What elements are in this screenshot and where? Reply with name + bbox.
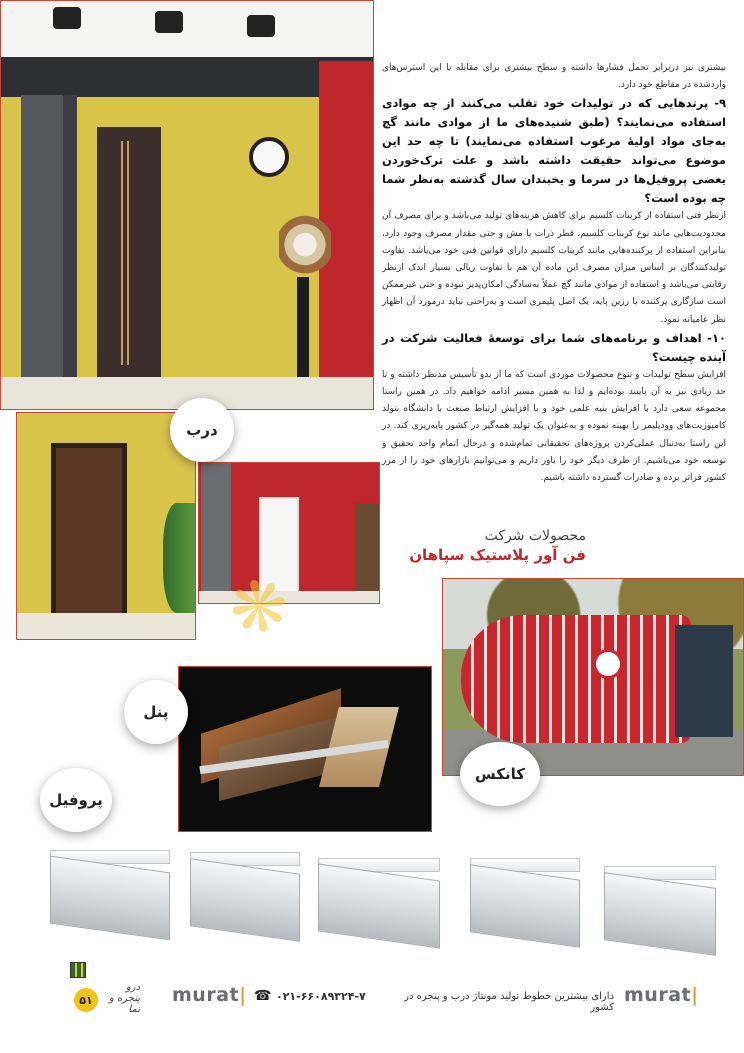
plant	[163, 503, 196, 613]
profile-body	[604, 872, 716, 956]
page-footer	[0, 980, 744, 1020]
door-label: درب	[170, 398, 234, 462]
watermark-glyph: ❋	[221, 561, 297, 654]
kiosk-label: کانکس	[460, 742, 540, 806]
article-body	[382, 60, 726, 487]
kiosk-emblem	[593, 649, 623, 679]
profile-sample-1	[50, 850, 170, 932]
magazine-icon-wrap	[70, 962, 86, 978]
wooden-door-photo	[16, 412, 196, 640]
profile-body	[470, 864, 580, 947]
answer-9: ازنظر فنی استفاده از کربنات کلسیم برای کاهش هزینه‌های تولید می‌باشد و برای مصرف آن محدودیت‌هایی مانند نوع کربنات کلسیم، قطر ذرات یا مش و حتی مقدار مصرف وجود دارد، بنابراین استفاده از پرکننده‌هایی مانند کربنات کلسیم دارای قوانین فنی خود می‌باشد. تفاوت تولیدکنندگان بر اساس میزان مصرف این ماده آن هم با تفاوت ریالی بسیار اندک ازنظر رقابتی می‌باشد و استفاده از موادی مانند گچ عملاً به‌سادگی امکان‌پذیر نبوده و حتی غیرممکن است سازگاری پرکننده با رزین پایه، یک اصل پلیمری است و به‌راحتی نباید درمورد آن اظهار نظر عامیانه نمود.	[382, 211, 726, 325]
intro-paragraph: بیشتری نیز دربرابر تحمل فشارها داشته و سطح بیشتری برای مقابله با این استرس‌های واردشده در مقاطع خود دارد.	[382, 63, 726, 91]
profile-body	[318, 863, 440, 948]
page-number: ۵۱	[79, 993, 93, 1007]
profile-body	[50, 856, 170, 941]
products-subtitle: محصولات شرکت	[484, 528, 586, 544]
profile-body	[190, 858, 300, 941]
profile-sample-4	[470, 858, 580, 940]
footer-tagline: دارای بیشترین خطوط تولید مونتاژ درب و پنجره در کشور	[404, 991, 614, 1013]
panel-photo	[178, 666, 432, 832]
phone-icon: ☎	[254, 988, 272, 1004]
question-9: ۹- پرتدهایی که در تولیدات خود تقلب می‌کنند از چه موادی استفاده می‌نمایند؟ (طبق شنیده‌های ما از موادی مانند گچ به‌جای مواد اولیهٔ مرغوب استفاده می‌نمایند) تا چه حد این موضوع می‌تواند حقیقت داشته باشد و علت ترک‌خوردن یعضی پروفیل‌ها در سرما و یخبندان سال گذشته به‌نظر شما چه بوده است؟	[382, 96, 726, 206]
door-stripe	[127, 141, 129, 365]
profile-sample-3	[318, 858, 440, 940]
logo-text: murat	[172, 984, 240, 1006]
tall-vase	[297, 277, 309, 377]
products-heading	[400, 528, 586, 564]
wood-panel	[355, 503, 380, 593]
pillar-shadow	[63, 95, 77, 405]
magazine-name: درو پنجره و نما	[108, 982, 140, 1015]
profile-sample-2	[190, 852, 300, 934]
profile-sample-5	[604, 866, 716, 948]
answer-10: افزایش سطح تولیدات و تنوع محصولات موردی است که ما از بدو تأسیس مدنظر داشته و تا حد زیادی نیز به آن پایبند بوده‌ایم و لذا به همین مسیر ادامه خواهیم داد. در همین راستا مجموعه سعی دارد با افزایش بنیه علمی خود و با افزایش ارتباط صنعت با دانشگاه بتولد کامپوزیت‌های وودپلیمر را بهینه نموده و به‌عنوان یک تولید همه‌گیر در کشور پایه‌ریزی کند. در این راستا به‌دنبال عملی‌کردن پروژه‌های تحقیقاتی تمام‌شده و درحال اتمام واحد تحقیق و توسعه خود می‌باشیم. از طرف دیگر خود را باور داریم و می‌توانیم بازارهای خود را از مرز کشور فراتر برده و صادرات گسترده داشته باشیم.	[382, 369, 726, 484]
murat-logo-right: murat|	[624, 984, 699, 1006]
phone-number: ۰۲۱-۶۶۰۸۹۳۲۴-۷	[276, 990, 366, 1003]
kiosk-front	[675, 625, 733, 737]
flower-arrangement	[279, 187, 331, 283]
wall-clock	[249, 137, 289, 177]
window-icon	[70, 962, 86, 978]
page-number-badge	[74, 988, 98, 1012]
spotlight-3	[247, 15, 275, 37]
dark-door	[97, 127, 161, 379]
kiosk-body	[461, 615, 691, 743]
profile-label: پروفیل	[40, 768, 112, 832]
question-10: ۱۰- اهداف و برنامه‌های شما برای توسعهٔ فعالیت شرکت در آینده چیست؟	[382, 330, 726, 364]
murat-logo-left: murat|	[172, 984, 247, 1006]
door-stripe	[121, 141, 123, 365]
logo-text: murat	[624, 984, 692, 1006]
panel-label: پنل	[124, 680, 188, 744]
spotlight-1	[53, 7, 81, 29]
spotlight-2	[155, 11, 183, 33]
company-name: فن آور پلاستیک سپاهان	[409, 546, 586, 564]
hallway-photo	[0, 0, 374, 410]
wooden-door	[51, 443, 127, 619]
floor	[17, 613, 196, 640]
